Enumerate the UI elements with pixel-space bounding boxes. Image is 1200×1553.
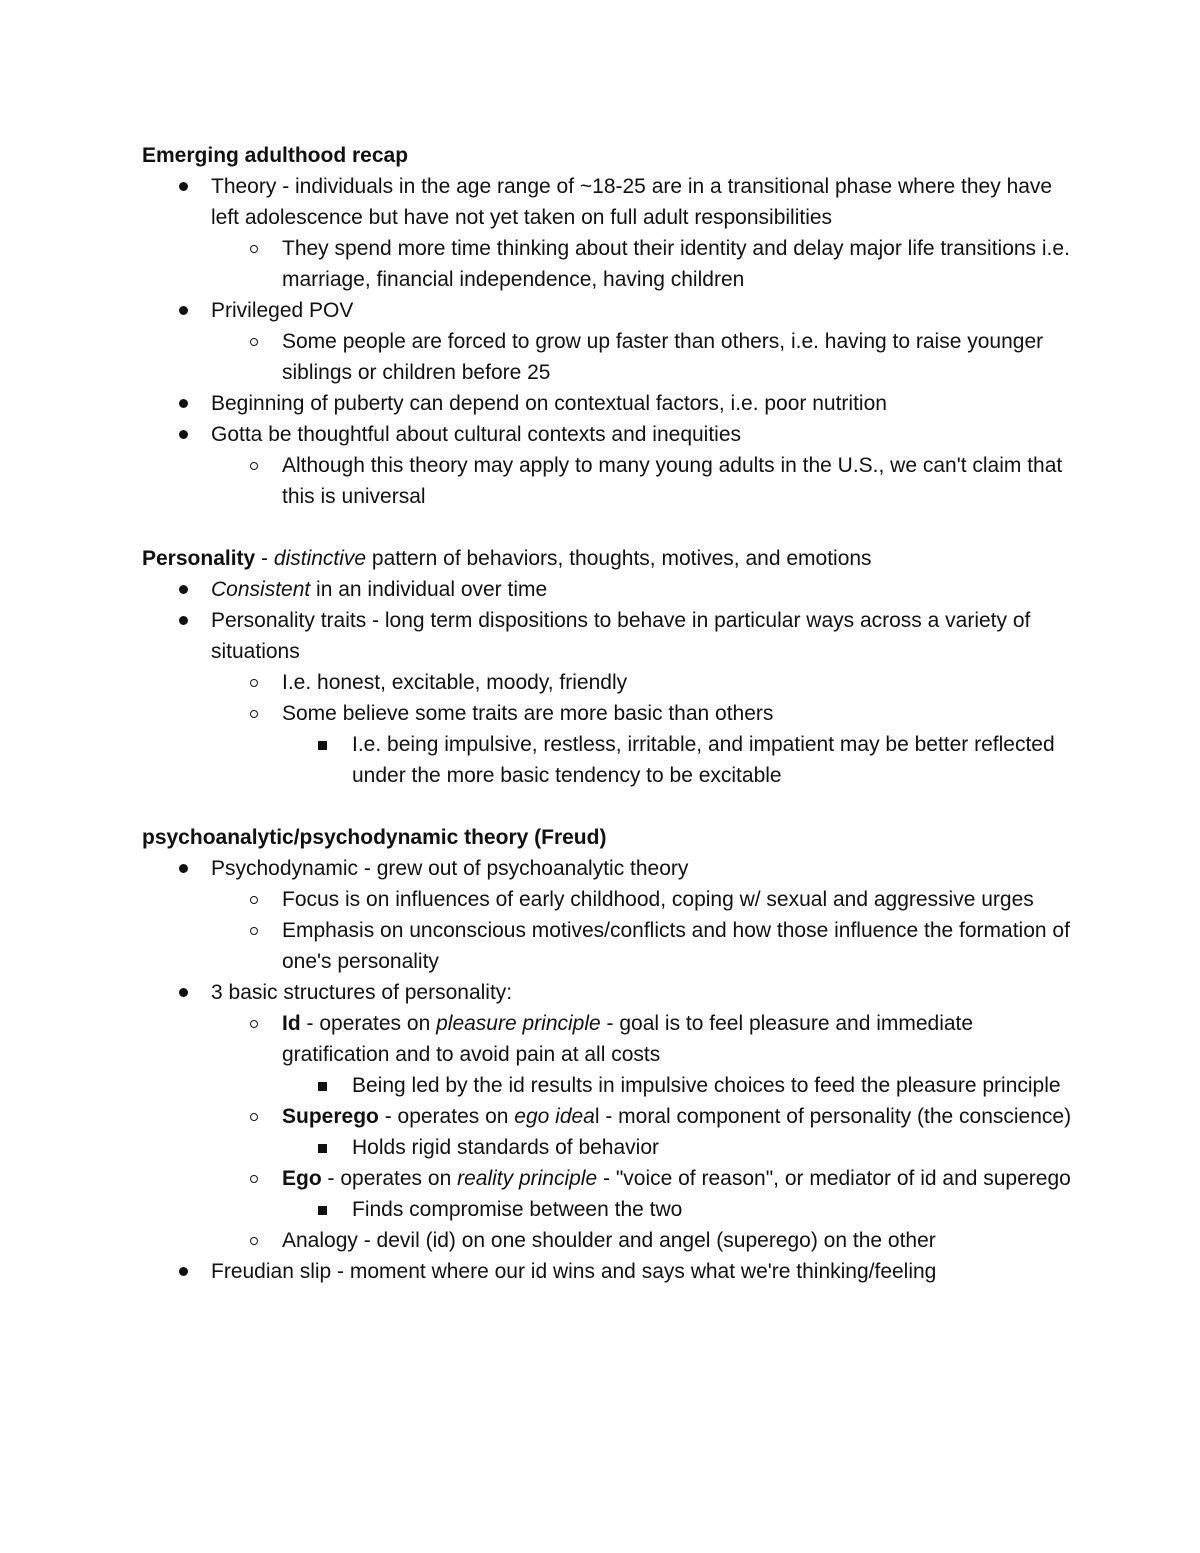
list-item-id: Id - operates on pleasure principle - goal is to feel pleasure and immediate gratification and to avoid pain at all costs [142, 1008, 1072, 1070]
bullet-square-icon [318, 1132, 327, 1164]
section-heading-psychoanalytic: psychoanalytic/psychodynamic theory (Freud) [142, 826, 607, 849]
list-item: Gotta be thoughtful about cultural contexts and inequities [142, 419, 1072, 450]
bullet-disc-icon [179, 574, 188, 605]
bullet-circle-icon [250, 326, 258, 357]
bullet-disc-icon [179, 853, 188, 884]
bullet-square-icon [318, 729, 327, 761]
list-item-superego: Superego - operates on ego ideal - moral component of personality (the conscience) [142, 1101, 1072, 1132]
list-item: Analogy - devil (id) on one shoulder and angel (superego) on the other [142, 1225, 1072, 1256]
bullet-circle-icon [250, 915, 258, 946]
list-item: Personality traits - long term dispositions to behave in particular ways across a variety of situations [142, 605, 1072, 667]
list-item: Emphasis on unconscious motives/conflicts and how those influence the formation of one's personality [142, 915, 1072, 977]
list-item: Some believe some traits are more basic than others [142, 698, 1072, 729]
bullet-circle-icon [250, 667, 258, 698]
list-item: Being led by the id results in impulsive choices to feed the pleasure principle [142, 1070, 1072, 1101]
list-item: I.e. honest, excitable, moody, friendly [142, 667, 1072, 698]
bullet-square-icon [318, 1194, 327, 1226]
bullet-disc-icon [179, 419, 188, 450]
list-item: Some people are forced to grow up faster than others, i.e. having to raise younger siblings or children before 25 [142, 326, 1072, 388]
list-item-ego: Ego - operates on reality principle - "voice of reason", or mediator of id and superego [142, 1163, 1072, 1194]
bullet-disc-icon [179, 977, 188, 1008]
bullet-circle-icon [250, 1101, 258, 1132]
bullet-circle-icon [250, 1225, 258, 1256]
list-item: Freudian slip - moment where our id wins and says what we're thinking/feeling [142, 1256, 1072, 1287]
notes-document [142, 140, 1072, 1287]
bullet-circle-icon [250, 1163, 258, 1194]
list-item: Beginning of puberty can depend on contextual factors, i.e. poor nutrition [142, 388, 1072, 419]
bullet-circle-icon [250, 884, 258, 915]
list-item: Although this theory may apply to many young adults in the U.S., we can't claim that this is universal [142, 450, 1072, 512]
list-item: I.e. being impulsive, restless, irritable, and impatient may be better reflected under the more basic tendency to be excitable [142, 729, 1072, 791]
bullet-disc-icon [179, 295, 188, 326]
bullet-circle-icon [250, 698, 258, 729]
list-item: Consistent in an individual over time [142, 574, 1072, 605]
list-item: Holds rigid standards of behavior [142, 1132, 1072, 1163]
bullet-disc-icon [179, 171, 188, 202]
list-item: They spend more time thinking about their identity and delay major life transitions i.e. marriage, financial independence, having children [142, 233, 1072, 295]
bullet-circle-icon [250, 233, 258, 264]
bullet-circle-icon [250, 1008, 258, 1039]
section-heading-personality: Personality - distinctive pattern of behaviors, thoughts, motives, and emotions [142, 547, 872, 570]
list-item: Psychodynamic - grew out of psychoanalytic theory [142, 853, 1072, 884]
bullet-square-icon [318, 1070, 327, 1102]
list-item: Finds compromise between the two [142, 1194, 1072, 1225]
bullet-disc-icon [179, 1256, 188, 1287]
list-item: Focus is on influences of early childhood, coping w/ sexual and aggressive urges [142, 884, 1072, 915]
bullet-circle-icon [250, 450, 258, 481]
bullet-disc-icon [179, 388, 188, 419]
bullet-disc-icon [179, 605, 188, 636]
list-item: 3 basic structures of personality: [142, 977, 1072, 1008]
list-item: Theory - individuals in the age range of ~18-25 are in a transitional phase where they have left adolescence but have not yet taken on full adult responsibilities [142, 171, 1072, 233]
list-item: Privileged POV [142, 295, 1072, 326]
section-heading-emerging-adulthood: Emerging adulthood recap [142, 144, 409, 167]
